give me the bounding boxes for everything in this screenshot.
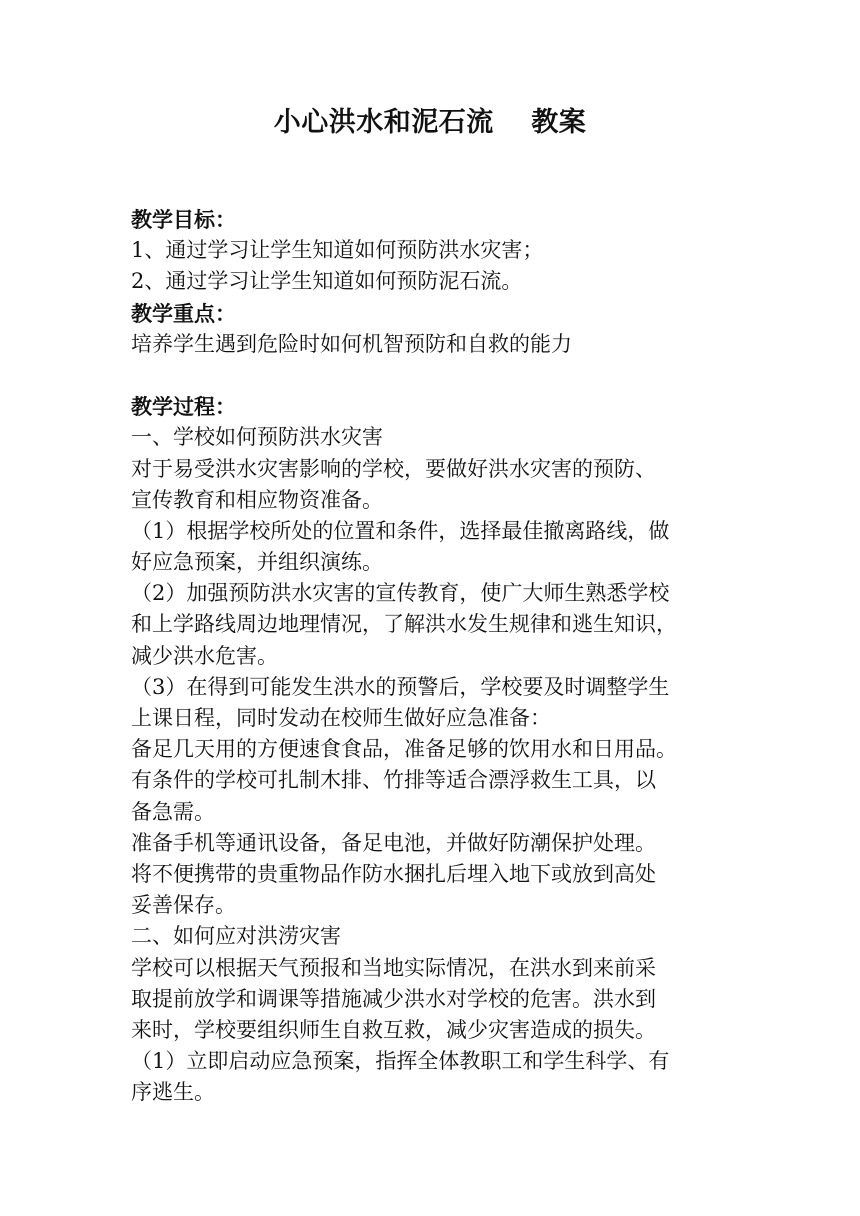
preparation-rafts-line-2: 备急需。 — [131, 799, 215, 824]
section-2-item-1-line-1: （1）立即启动应急预案，指挥全体教职工和学生科学、有 — [131, 1049, 670, 1074]
section-1-item-1-line-2: 好应急预案，并组织演练。 — [131, 550, 383, 575]
key-points-text: 培养学生遇到危险时如何机智预防和自救的能力 — [131, 331, 572, 356]
section-2-intro-line-1: 学校可以根据天气预报和当地实际情况，在洪水到来前采 — [131, 955, 656, 980]
section-2-intro-line-2: 取提前放学和调课等措施减少洪水对学校的危害。洪水到 — [131, 986, 656, 1011]
preparation-rafts-line-1: 有条件的学校可扎制木排、竹排等适合漂浮救生工具，以 — [131, 768, 656, 793]
preparation-valuables-line-1: 将不便携带的贵重物品作防水捆扎后埋入地下或放到高处 — [131, 861, 656, 886]
section-1-item-3-line-2: 上课日程，同时发动在校师生做好应急准备： — [131, 706, 551, 730]
objective-item-2: 2、通过学习让学生知道如何预防泥石流。 — [131, 269, 523, 294]
section-1-intro-line-1: 对于易受洪水灾害影响的学校，要做好洪水灾害的预防、 — [131, 456, 656, 481]
key-points-heading: 教学重点： — [131, 300, 236, 326]
objective-item-1: 1、通过学习让学生知道如何预防洪水灾害； — [131, 238, 544, 263]
section-1-item-1-line-1: （1）根据学校所处的位置和条件，选择最佳撤离路线，做 — [131, 518, 670, 543]
document-title: 小心洪水和泥石流 教案 — [273, 107, 587, 138]
section-1-intro-line-2: 宣传教育和相应物资准备。 — [131, 487, 383, 512]
section-2-item-1-line-2: 序逃生。 — [131, 1080, 215, 1105]
section-1-title: 一、学校如何预防洪水灾害 — [131, 425, 383, 450]
paragraph-spacer — [131, 360, 731, 391]
section-1-item-2-line-3: 减少洪水危害。 — [131, 643, 278, 668]
section-2-title: 二、如何应对洪涝灾害 — [131, 924, 341, 949]
process-heading: 教学过程： — [131, 394, 236, 420]
section-2-intro-line-3: 来时，学校要组织师生自救互救，减少灾害造成的损失。 — [131, 1017, 656, 1042]
section-1-item-3-line-1: （3）在得到可能发生洪水的预警后，学校要及时调整学生 — [131, 674, 670, 699]
objectives-heading: 教学目标： — [131, 207, 236, 232]
section-1-item-2-line-1: （2）加强预防洪水灾害的宣传教育，使广大师生熟悉学校 — [131, 581, 670, 606]
preparation-food-water: 备足几天用的方便速食食品，准备足够的饮用水和日用品。 — [131, 737, 677, 762]
document-body — [131, 204, 731, 1108]
preparation-communication: 准备手机等通讯设备，备足电池，并做好防潮保护处理。 — [131, 830, 656, 855]
preparation-valuables-line-2: 妥善保存。 — [131, 893, 236, 918]
section-1-item-2-line-2: 和上学路线周边地理情况，了解洪水发生规律和逃生知识， — [131, 612, 677, 637]
